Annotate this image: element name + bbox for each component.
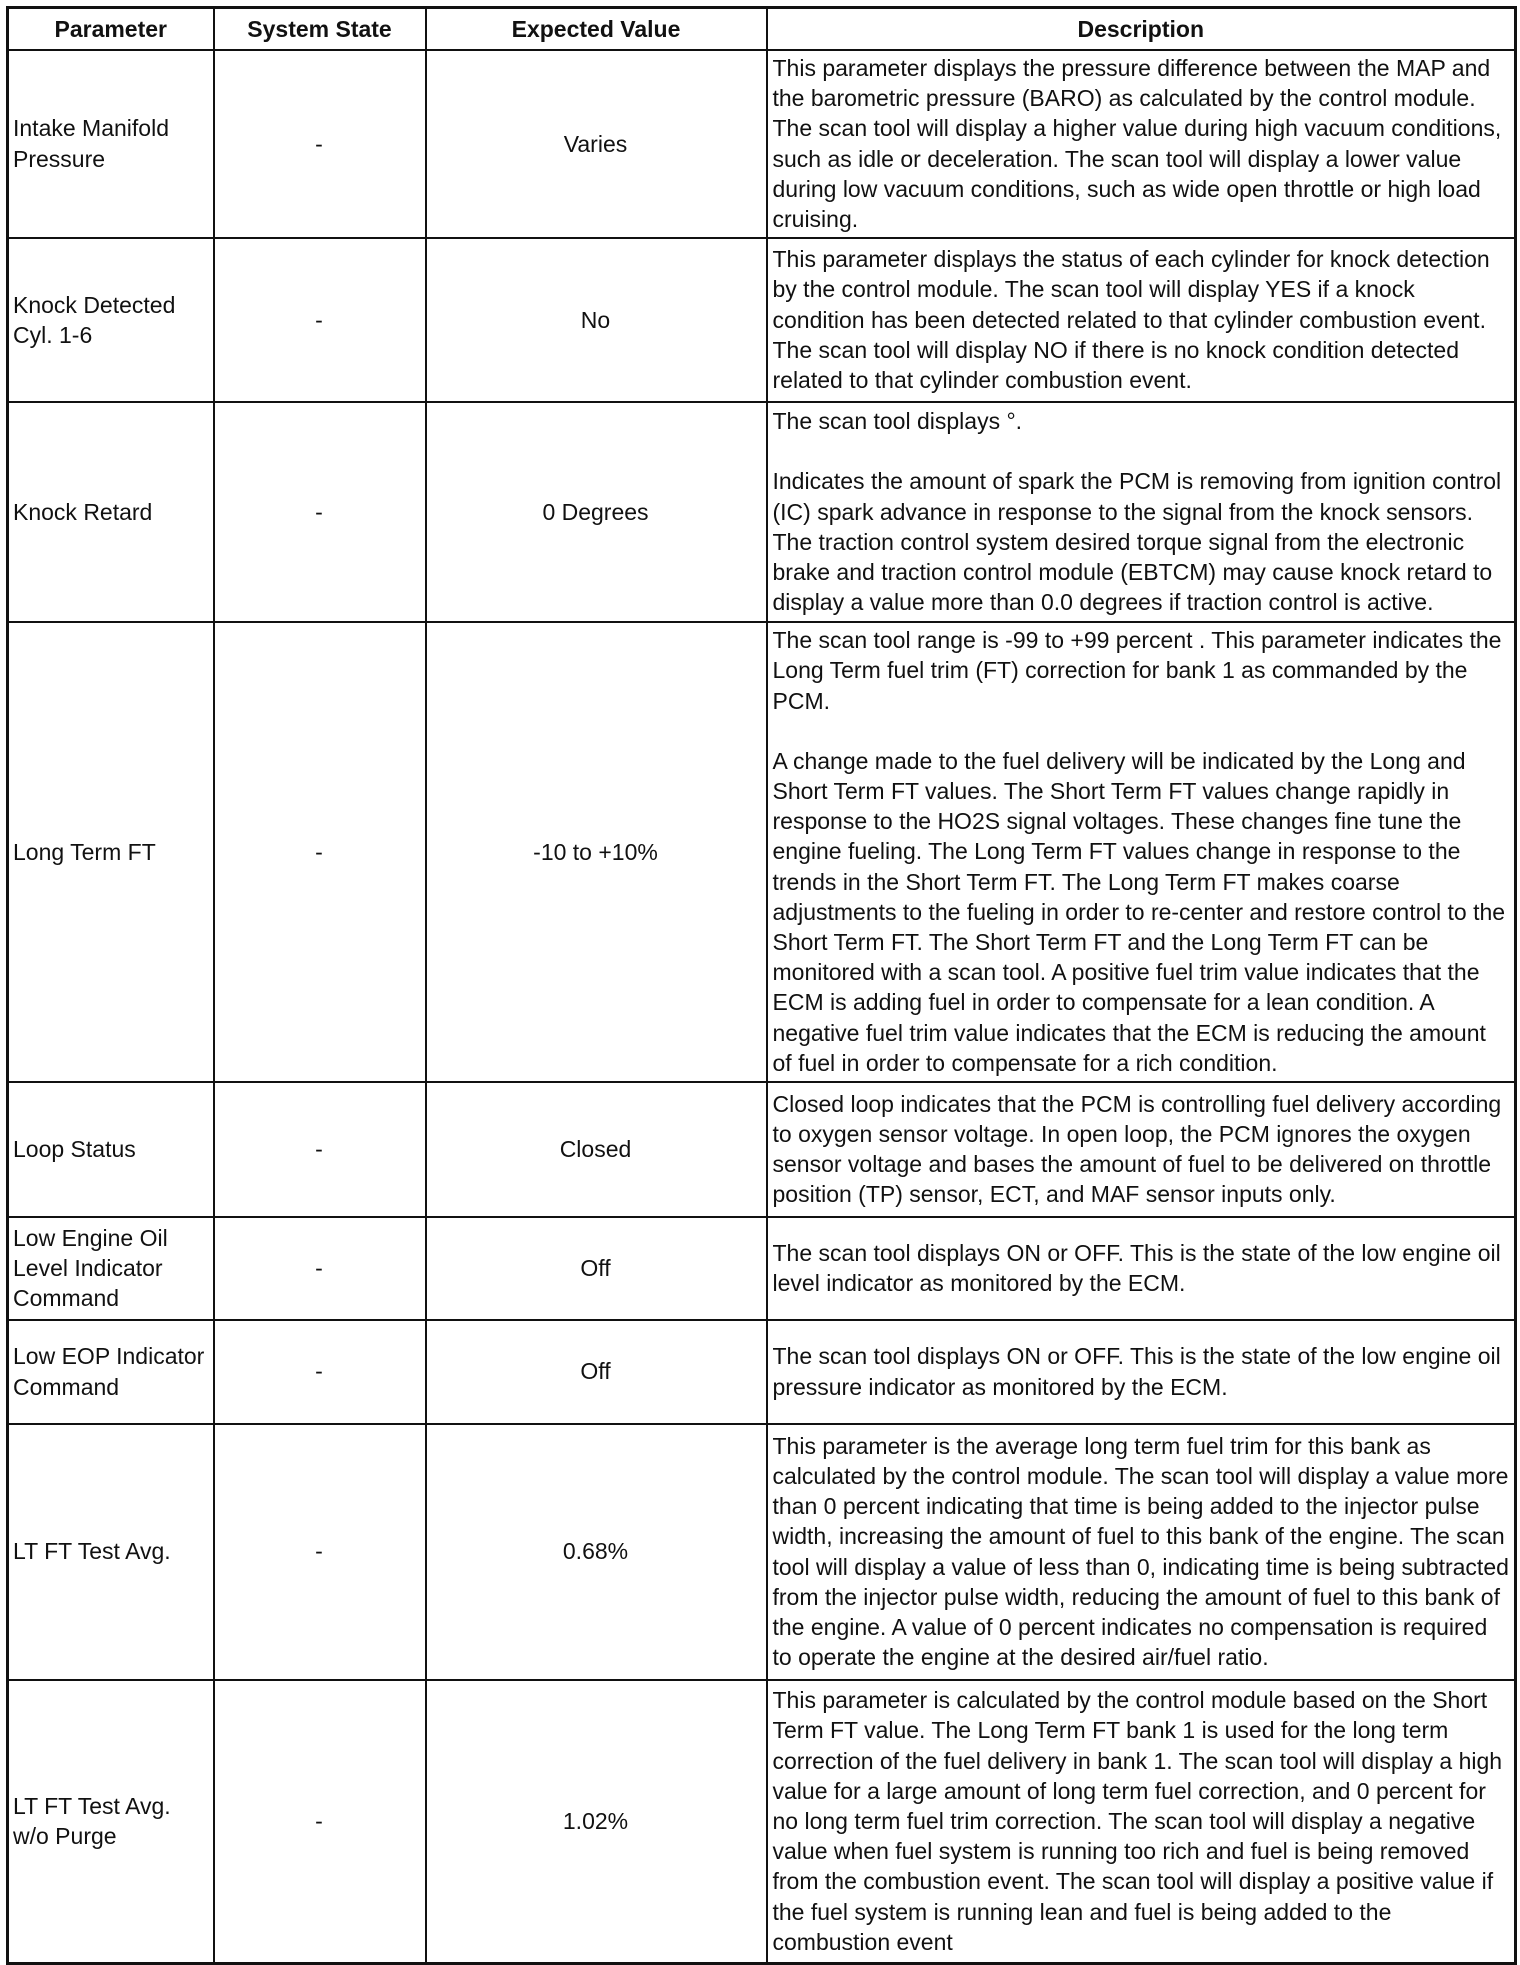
parameter-cell: Knock Detected Cyl. 1-6 [8,238,214,402]
table-row [8,1082,1516,1217]
system-state-cell: - [214,1680,426,1964]
description-paragraph: The scan tool displays ON or OFF. This is the state of the low engine oil level indicator as monitored by the ECM. [772,1239,1501,1297]
description-paragraph: The scan tool displays °. [772,408,1023,435]
description-cell [767,1217,1516,1320]
table-row [8,622,1516,1082]
description-paragraph: A change made to the fuel delivery will be indicated by the Long and Short Term FT values. The Short Term FT values change rapidly in response to the HO2S signal voltages. These changes fine tune the engine fueling. The Long Term FT values change in response to the trends in the Short Term FT. The Long Term FT makes coarse adjustments to the fueling in order to re-center and restore control to the Short Term FT. The Short Term FT and the Long Term FT can be monitored with a scan tool. A positive fuel trim value indicates that the ECM is adding fuel in order to compensate for a lean condition. A negative fuel trim value indicates that the ECM is reducing the amount of fuel in order to compensate for a rich condition. [772,747,1506,1076]
expected-value-cell: Varies [426,50,767,238]
description-paragraph: This parameter displays the pressure difference between the MAP and the barometric pressure (BARO) as calculated by the control module. The scan tool will display a higher value during high vacuum conditions, such as idle or deceleration. The scan tool will display a lower value during low vacuum conditions, such as wide open throttle or high load cruising. [772,55,1502,233]
description-paragraph: Indicates the amount of spark the PCM is removing from ignition control (IC) spark advance in response to the signal from the knock sensors. The traction control system desired torque signal from the electronic brake and traction control module (EBTCM) may cause knock retard to display a value more than 0.0 degrees if traction control is active. [772,468,1502,616]
description-cell [767,402,1516,622]
description-cell [767,50,1516,238]
parameter-cell: Long Term FT [8,622,214,1082]
description-cell [767,1320,1516,1424]
description-cell [767,1082,1516,1217]
parameter-cell: Knock Retard [8,402,214,622]
expected-value-cell: 0.68% [426,1424,767,1680]
expected-value-cell: Off [426,1320,767,1424]
description-cell [767,1680,1516,1964]
description-paragraph: This parameter is calculated by the control module based on the Short Term FT value. The Long Term FT bank 1 is used for the long term correction of the fuel delivery in bank 1. The scan tool will display a high value for a large amount of long term fuel correction, and 0 percent for no long term fuel trim correction. The scan tool will display a negative value when fuel system is running too rich and fuel is being removed from the combustion event. The scan tool will display a positive value if the fuel system is running lean and fuel is being added to the combustion event [772,1687,1503,1955]
parameter-cell: Low Engine Oil Level Indicator Command [8,1217,214,1320]
expected-value-cell: No [426,238,767,402]
system-state-cell: - [214,402,426,622]
description-paragraph: This parameter is the average long term fuel trim for this bank as calculated by the control module. The scan tool will display a value more than 0 percent indicating that time is being added to the injector pulse width, increasing the amount of fuel to this bank of the engine. The scan tool will display a value of less than 0, indicating time is being subtracted from the injector pulse width, reducing the amount of fuel to this bank of the engine. A value of 0 percent indicates no compensation is required to operate the engine at the desired air/fuel ratio. [772,1432,1509,1671]
parameter-cell: LT FT Test Avg. [8,1424,214,1680]
parameter-table [6,6,1517,1965]
parameter-cell: Loop Status [8,1082,214,1217]
system-state-cell: - [214,1082,426,1217]
expected-value-cell: Closed [426,1082,767,1217]
description-paragraph: The scan tool displays ON or OFF. This is the state of the low engine oil pressure indicator as monitored by the ECM. [772,1343,1501,1400]
system-state-cell: - [214,50,426,238]
description-cell [767,622,1516,1082]
header-expected-value: Expected Value [426,8,767,51]
table-row [8,50,1516,238]
parameter-cell: Intake Manifold Pressure [8,50,214,238]
table-row [8,1320,1516,1424]
system-state-cell: - [214,1424,426,1680]
description-paragraph: The scan tool range is -99 to +99 percent . This parameter indicates the Long Term fuel trim (FT) correction for bank 1 as commanded by the PCM. [772,627,1502,714]
expected-value-cell: 0 Degrees [426,402,767,622]
system-state-cell: - [214,1217,426,1320]
description-paragraph: This parameter displays the status of each cylinder for knock detection by the control module. The scan tool will display YES if a knock condition has been detected related to that cylinder combustion event. The scan tool will display NO if there is no knock condition detected related to that cylinder combustion event. [772,246,1490,394]
expected-value-cell: 1.02% [426,1680,767,1964]
system-state-cell: - [214,1320,426,1424]
system-state-cell: - [214,622,426,1082]
expected-value-cell: -10 to +10% [426,622,767,1082]
header-description: Description [767,8,1516,51]
document-page [6,6,1514,1965]
parameter-cell: Low EOP Indicator Command [8,1320,214,1424]
header-parameter: Parameter [8,8,214,51]
table-header-row [8,8,1516,51]
description-paragraph: Closed loop indicates that the PCM is controlling fuel delivery according to oxygen sensor voltage. In open loop, the PCM ignores the oxygen sensor voltage and bases the amount of fuel to be delivered on throttle position (TP) sensor, ECT, and MAF sensor inputs only. [772,1090,1502,1208]
header-system-state: System State [214,8,426,51]
parameter-cell: LT FT Test Avg. w/o Purge [8,1680,214,1964]
table-row [8,402,1516,622]
description-cell [767,1424,1516,1680]
table-row [8,1217,1516,1320]
table-row [8,1680,1516,1964]
table-row [8,1424,1516,1680]
description-cell [767,238,1516,402]
expected-value-cell: Off [426,1217,767,1320]
table-row [8,238,1516,402]
system-state-cell: - [214,238,426,402]
